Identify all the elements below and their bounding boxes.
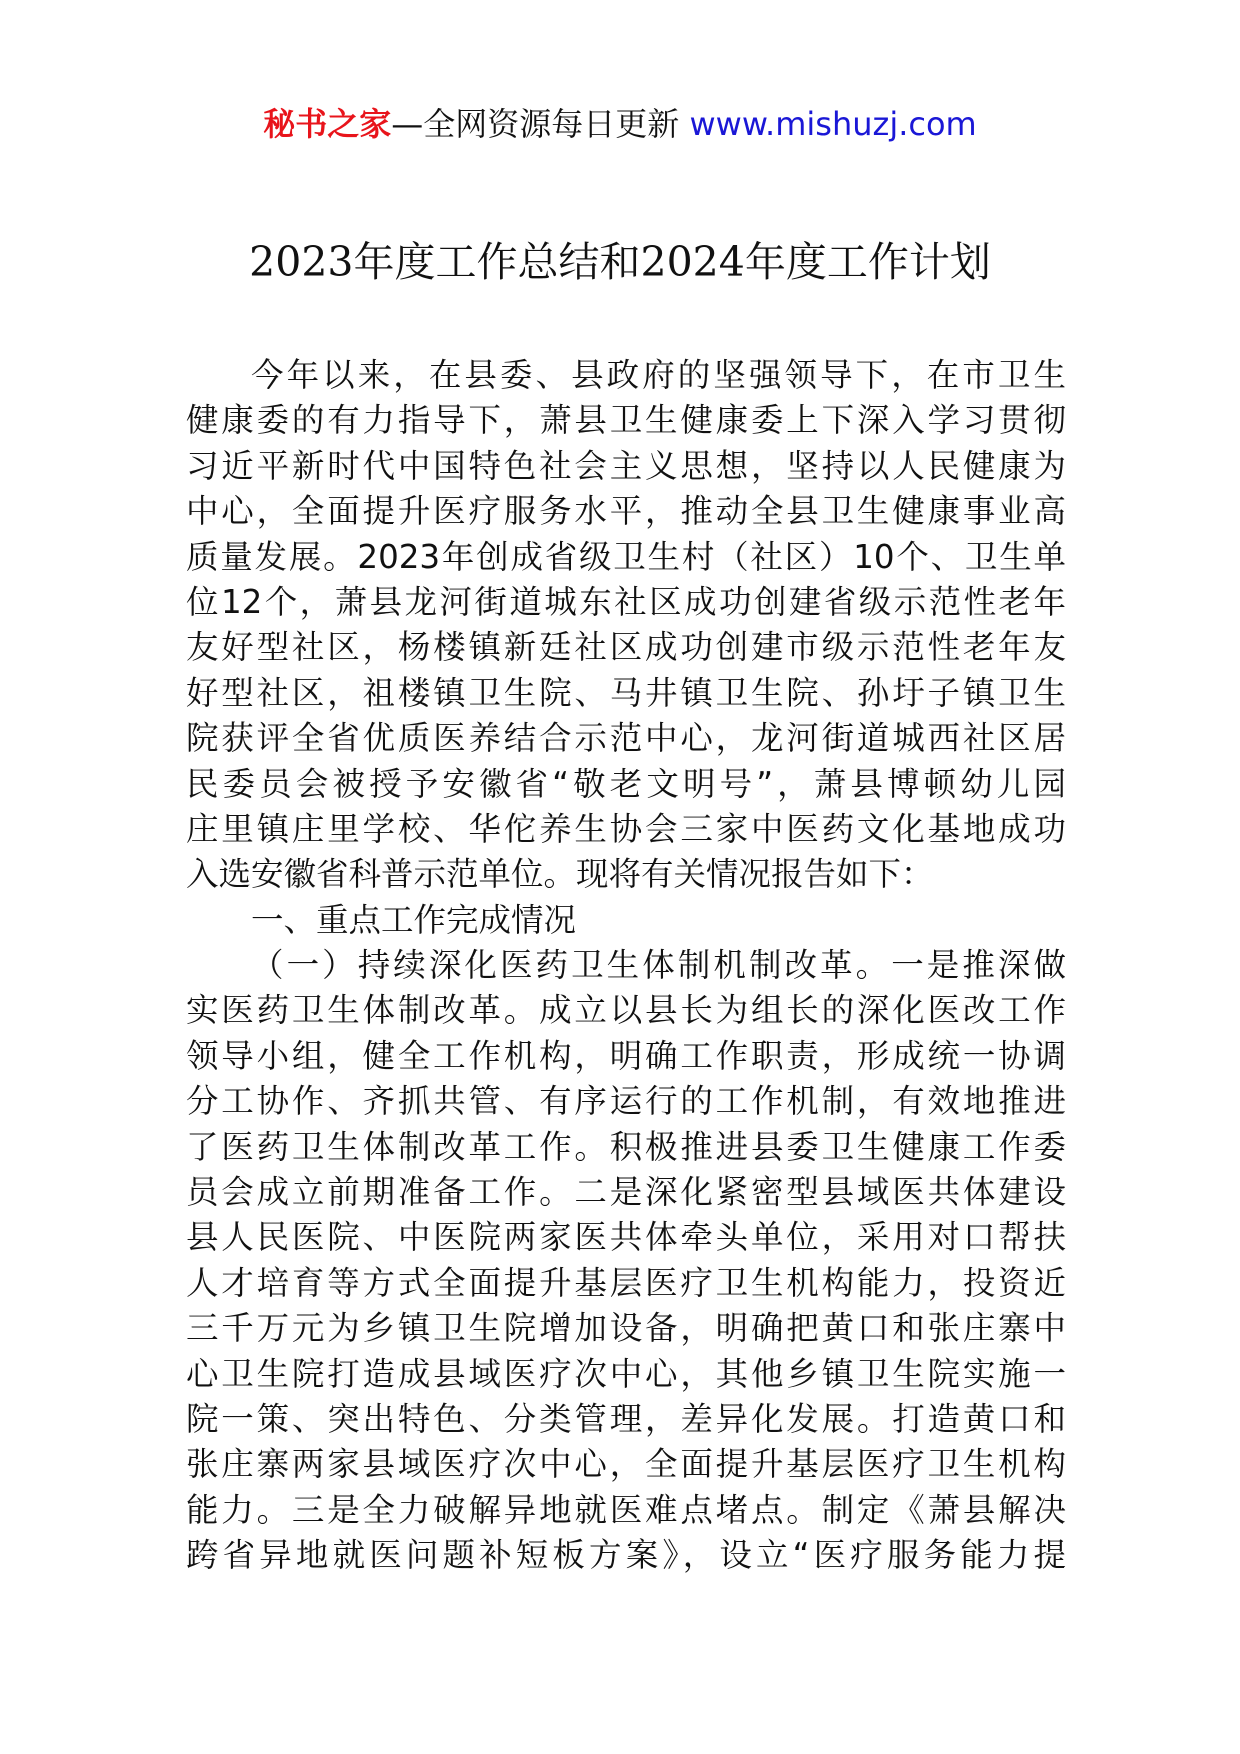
paragraph-line: 实医药卫生体制改革。成立以县长为组长的深化医改工作 <box>186 991 1066 1030</box>
paragraph-line: 人才培育等方式全面提升基层医疗卫生机构能力，投资近 <box>186 1263 1066 1302</box>
paragraph-line: 县人民医院、中医院两家医共体牵头单位，采用对口帮扶 <box>186 1218 1066 1257</box>
paragraph-line: 民委员会被授予安徽省“敬老文明号”，萧县博顿幼儿园 <box>186 764 1066 803</box>
paragraph-line: 能力。三是全力破解异地就医难点堵点。制定《萧县解决 <box>186 1490 1066 1529</box>
paragraph-line: 健康委的有力指导下，萧县卫生健康委上下深入学习贯彻 <box>186 401 1066 440</box>
paragraph-line: 入选安徽省科普示范单位。现将有关情况报告如下： <box>186 855 934 894</box>
paragraph-line: 好型社区，祖楼镇卫生院、马井镇卫生院、孙圩子镇卫生 <box>186 673 1066 712</box>
paragraph-line: 院获评全省优质医养结合示范中心，龙河街道城西社区居 <box>186 719 1066 758</box>
paragraph-line: 今年以来，在县委、县政府的坚强领导下，在市卫生 <box>251 356 1066 394</box>
paragraph-line: 员会成立前期准备工作。二是深化紧密型县域医共体建设 <box>186 1173 1066 1212</box>
document-title: 2023年度工作总结和2024年度工作计划 <box>249 238 991 286</box>
brand-name: 秘书之家 <box>263 105 392 143</box>
banner-tagline: —全网资源每日更新 <box>391 105 680 143</box>
paragraph-line: 领导小组，健全工作机构，明确工作职责，形成统一协调 <box>186 1036 1066 1075</box>
paragraph-line: 张庄寨两家县域医疗次中心，全面提升基层医疗卫生机构 <box>186 1445 1066 1484</box>
paragraph-line: （一）持续深化医药卫生体制机制改革。一是推深做 <box>251 946 1066 985</box>
paragraph-line: 位12个，萧县龙河街道城东社区成功创建省级示范性老年 <box>186 582 1066 621</box>
paragraph-line: 质量发展。2023年创成省级卫生村（社区）10个、卫生单 <box>186 537 1066 576</box>
section-heading: 一、重点工作完成情况 <box>251 900 577 939</box>
document-body <box>186 353 1066 1579</box>
paragraph-line: 跨省异地就医问题补短板方案》，设立“医疗服务能力提 <box>186 1536 1066 1575</box>
site-banner <box>0 98 1240 150</box>
paragraph-line: 三千万元为乡镇卫生院增加设备，明确把黄口和张庄寨中 <box>186 1309 1066 1348</box>
paragraph-line: 了医药卫生体制改革工作。积极推进县委卫生健康工作委 <box>186 1127 1066 1166</box>
paragraph-line: 中心，全面提升医疗服务水平，推动全县卫生健康事业高 <box>186 492 1066 531</box>
paragraph-line: 心卫生院打造成县域医疗次中心，其他乡镇卫生院实施一 <box>186 1354 1066 1393</box>
paragraph-line: 友好型社区，杨楼镇新廷社区成功创建市级示范性老年友 <box>186 628 1066 667</box>
paragraph-line: 院一策、突出特色、分类管理，差异化发展。打造黄口和 <box>186 1399 1066 1438</box>
paragraph-line: 分工协作、齐抓共管、有序运行的工作机制，有效地推进 <box>186 1082 1066 1121</box>
paragraph-line: 习近平新时代中国特色社会主义思想，坚持以人民健康为 <box>186 446 1066 485</box>
site-url: www.mishuzj.com <box>689 105 977 143</box>
paragraph-line: 庄里镇庄里学校、华佗养生协会三家中医药文化基地成功 <box>186 809 1066 848</box>
